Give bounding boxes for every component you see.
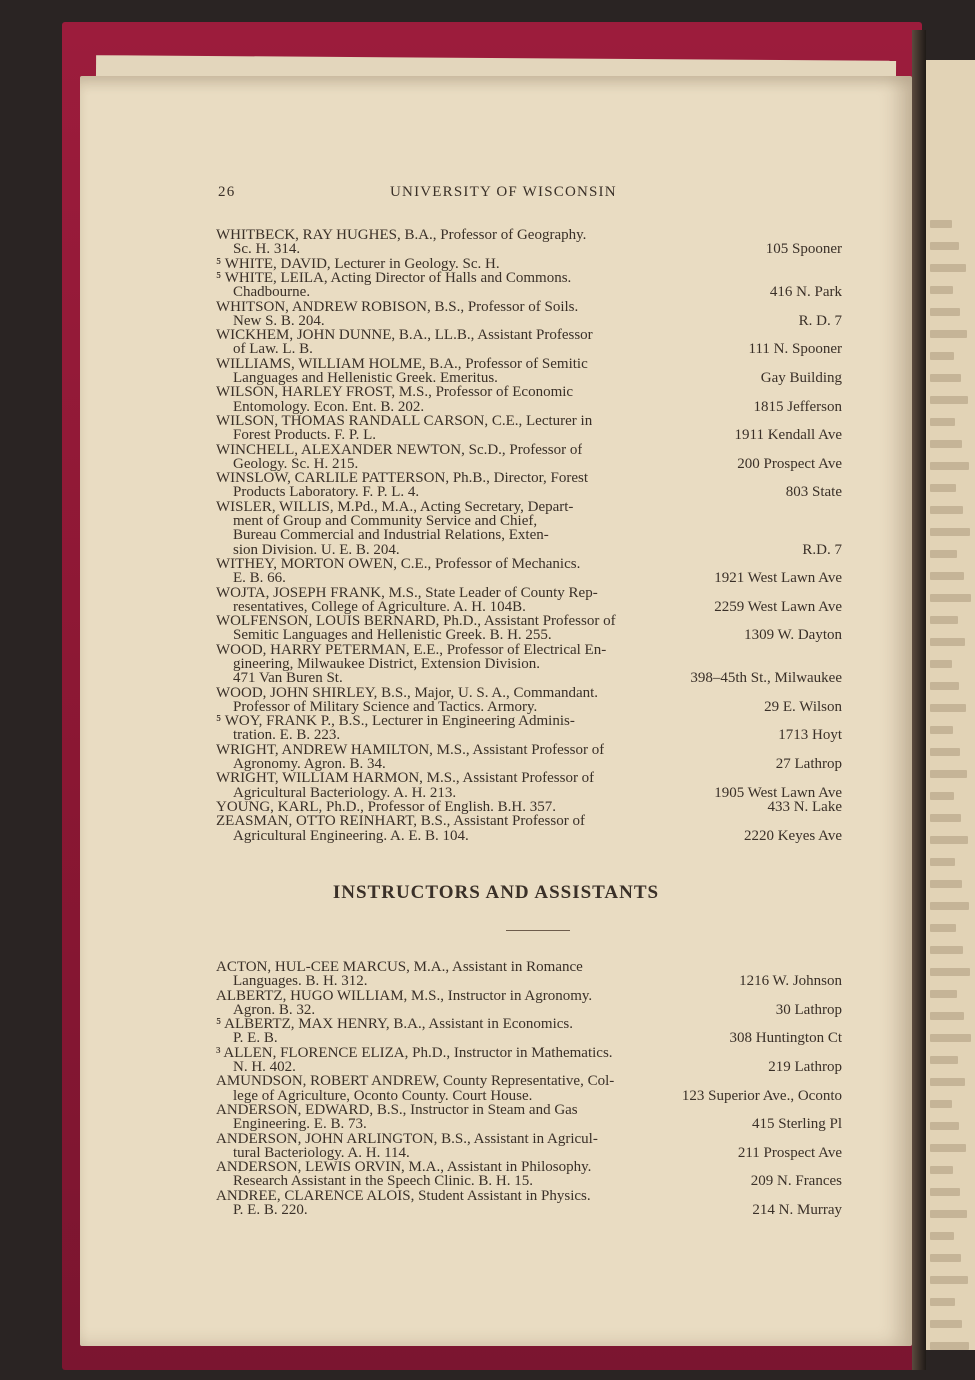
entry-line — [216, 428, 846, 442]
facing-page-text-mark — [930, 572, 964, 580]
facing-page-edge — [926, 60, 975, 1350]
facing-page-text-mark — [930, 440, 962, 448]
entry-text: WINCHELL, ALEXANDER NEWTON, Sc.D., Professor of — [216, 442, 583, 457]
entry-line — [216, 714, 846, 728]
entry-text: WOLFENSON, LOUIS BERNARD, Ph.D., Assistant Professor of — [216, 614, 616, 629]
entry-text: P. E. B. — [233, 1031, 278, 1046]
entry-text: ⁵ WHITE, LEILA, Acting Director of Halls and Commons. — [216, 270, 572, 286]
entry-address: 1905 West Lawn Ave — [714, 784, 842, 801]
entry-text: Agron. B. 32. — [233, 1002, 316, 1018]
entry-line — [216, 960, 846, 974]
entry-line — [216, 1074, 846, 1088]
facing-page-text-mark — [930, 968, 970, 976]
entry-line — [216, 814, 846, 828]
entry-line — [216, 1174, 846, 1188]
facing-page-text-mark — [930, 638, 965, 646]
entry-text: tration. E. B. 223. — [233, 728, 341, 743]
facing-page-text-mark — [930, 1188, 960, 1196]
directory-entry — [216, 385, 846, 414]
entry-text: WOOD, JOHN SHIRLEY, B.S., Major, U. S. A., Commandant. — [216, 685, 599, 700]
entry-line — [216, 643, 846, 657]
entry-text: ALBERTZ, HUGO WILLIAM, M.S., Instructor in Agronomy. — [216, 988, 593, 1003]
directory-entry — [216, 714, 846, 743]
entry-text: ANDREE, CLARENCE ALOIS, Student Assistant in Physics. — [216, 1188, 591, 1204]
entry-text: N. H. 402. — [233, 1060, 296, 1075]
entry-line — [216, 457, 846, 471]
entry-text: AMUNDSON, ROBERT ANDREW, County Representative, Col- — [216, 1074, 615, 1089]
directory-entry — [216, 228, 846, 257]
entry-line — [216, 771, 846, 785]
section-heading: INSTRUCTORS AND ASSISTANTS — [332, 882, 660, 903]
entry-text: Engineering. E. B. 73. — [233, 1117, 367, 1132]
entry-text: Semitic Languages and Hellenistic Greek. B. H. 255. — [233, 628, 552, 643]
facing-page-text-mark — [930, 264, 966, 272]
facing-page-text-mark — [930, 836, 968, 844]
directory-entry — [216, 500, 846, 557]
entry-line — [216, 357, 846, 371]
book-gutter — [912, 30, 926, 1370]
facing-page-text-mark — [930, 660, 952, 668]
entry-text: WHITSON, ANDREW ROBISON, B.S., Professor of Soils. — [216, 299, 579, 314]
entry-text: WRIGHT, ANDREW HAMILTON, M.S., Assistant Professor of — [216, 742, 605, 758]
facing-page-text-mark — [930, 704, 966, 712]
facing-page-text-mark — [930, 418, 955, 426]
section-divider — [506, 930, 570, 931]
directory-entry — [216, 643, 846, 686]
entry-line — [216, 242, 846, 256]
entry-line — [216, 1189, 846, 1203]
directory-entry — [216, 257, 846, 271]
entry-line — [216, 300, 846, 314]
entry-line — [216, 686, 846, 700]
entry-line — [216, 342, 846, 356]
entry-text: 471 Van Buren St. — [233, 671, 343, 686]
entry-address: 433 N. Lake — [767, 799, 842, 815]
directory-entry — [216, 557, 846, 586]
facing-page-text-mark — [930, 814, 961, 822]
entry-text: ⁵ ALBERTZ, MAX HENRY, B.A., Assistant in Economics. — [216, 1017, 573, 1032]
entry-text: ³ ALLEN, FLORENCE ELIZA, Ph.D., Instructor in Mathematics. — [216, 1045, 613, 1061]
entry-line — [216, 400, 846, 414]
directory-entry — [216, 1046, 846, 1075]
entry-line — [216, 657, 846, 671]
directory-entry — [216, 357, 846, 386]
entry-line — [216, 1031, 846, 1045]
entry-address: 123 Superior Ave., Oconto — [681, 1087, 842, 1104]
facing-page-text-mark — [930, 770, 967, 778]
directory-entry — [216, 271, 846, 300]
entry-line — [216, 700, 846, 714]
entry-text: WOOD, HARRY PETERMAN, E.E., Professor of Electrical En- — [216, 642, 607, 657]
facing-page-text-mark — [930, 1320, 962, 1328]
facing-page-text-mark — [930, 242, 959, 250]
entry-address: 30 Lathrop — [775, 1001, 842, 1018]
entry-line — [216, 1046, 846, 1060]
entry-text: sion Division. U. E. B. 204. — [233, 542, 400, 557]
facing-page-text-mark — [930, 594, 971, 602]
directory-entry — [216, 414, 846, 443]
directory-entry — [216, 1074, 846, 1103]
directory-entry — [216, 1160, 846, 1189]
entry-text: Languages and Hellenistic Greek. Emeritus. — [233, 370, 498, 386]
entry-text: lege of Agriculture, Oconto County. Court House. — [233, 1088, 533, 1103]
facing-page-text-mark — [930, 330, 967, 338]
facing-page-text-mark — [930, 924, 956, 932]
directory-entry — [216, 1189, 846, 1218]
facing-page-text-mark — [930, 308, 960, 316]
page-number: 26 — [218, 184, 236, 200]
entry-text: WRIGHT, WILLIAM HARMON, M.S., Assistant Professor of — [216, 771, 595, 786]
entry-line — [216, 371, 846, 385]
entry-address: 415 Sterling Pl — [751, 1116, 842, 1133]
entry-text: Agricultural Bacteriology. A. H. 213. — [233, 785, 457, 800]
entry-address: 111 N. Spooner — [748, 341, 842, 358]
entry-text: YOUNG, KARL, Ph.D., Professor of English. B.H. 357. — [216, 800, 556, 815]
entry-text: WICKHEM, JOHN DUNNE, B.A., LL.B., Assistant Professor — [216, 328, 593, 343]
entry-text: Geology. Sc. H. 215. — [233, 456, 359, 472]
entry-text: Languages. B. H. 312. — [233, 974, 368, 989]
facing-page-text-mark — [930, 352, 954, 360]
facing-page-text-mark — [930, 1078, 965, 1086]
entry-line — [216, 385, 846, 399]
entry-address: 2220 Keyes Ave — [743, 827, 842, 844]
facing-page-text-mark — [930, 1276, 968, 1284]
entry-address: 105 Spooner — [765, 241, 842, 258]
entry-text: Sc. H. 314. — [233, 242, 301, 257]
entry-line — [216, 557, 846, 571]
directory-entry — [216, 1132, 846, 1161]
facing-page-text-mark — [930, 726, 953, 734]
entry-line — [216, 514, 846, 528]
facing-page-text-mark — [930, 1100, 952, 1108]
directory-entry — [216, 989, 846, 1018]
facing-page-text-mark — [930, 1298, 955, 1306]
entry-address: 219 Lathrop — [768, 1059, 842, 1076]
directory-entry — [216, 686, 846, 715]
entry-text: Chadbourne. — [233, 285, 311, 300]
entry-text: WILLIAMS, WILLIAM HOLME, B.A., Professor of Semitic — [216, 356, 588, 371]
entry-address: 200 Prospect Ave — [737, 455, 842, 472]
facing-page-text-mark — [930, 616, 958, 624]
facing-page-text-mark — [930, 990, 957, 998]
facing-page-text-mark — [930, 1034, 971, 1042]
entry-line — [216, 1203, 846, 1217]
entry-address: 1911 Kendall Ave — [734, 427, 842, 444]
entry-address: R. D. 7 — [798, 312, 842, 329]
facing-page-text-mark — [930, 880, 962, 888]
entry-text: ANDERSON, JOHN ARLINGTON, B.S., Assistant in Agricul- — [216, 1131, 598, 1146]
entry-address: 803 State — [785, 484, 842, 501]
entry-line — [216, 1117, 846, 1131]
entry-line — [216, 757, 846, 771]
directory-entry — [216, 960, 846, 989]
entry-address: 1309 W. Dayton — [744, 627, 842, 644]
entry-line — [216, 1017, 846, 1031]
directory-entry — [216, 771, 846, 800]
facing-page-text-mark — [930, 220, 952, 228]
directory-entry — [216, 471, 846, 500]
entry-text: WOJTA, JOSEPH FRANK, M.S., State Leader of County Rep- — [216, 585, 598, 600]
directory-entry — [216, 1017, 846, 1046]
entry-line — [216, 228, 846, 242]
entry-line — [216, 285, 846, 299]
facing-page-text-mark — [930, 286, 953, 294]
entry-line — [216, 443, 846, 457]
entry-line — [216, 571, 846, 585]
entry-line — [216, 586, 846, 600]
entry-address: 214 N. Murray — [752, 1202, 842, 1219]
entry-line — [216, 485, 846, 499]
entry-line — [216, 1089, 846, 1103]
facing-page-text-mark — [930, 1232, 954, 1240]
facing-page-text-mark — [930, 462, 969, 470]
entry-line — [216, 1146, 846, 1160]
facing-page-text-mark — [930, 396, 968, 404]
entry-line — [216, 628, 846, 642]
entry-text: ACTON, HUL-CEE MARCUS, M.A., Assistant in Romance — [216, 960, 583, 975]
facing-page-text-mark — [930, 1166, 953, 1174]
entry-address: 308 Huntington Ct — [729, 1030, 842, 1047]
entry-text: Bureau Commercial and Industrial Relations, Exten- — [233, 528, 549, 543]
entry-text: P. E. B. 220. — [233, 1203, 308, 1218]
entry-address: 1815 Jefferson — [753, 398, 842, 415]
entry-text: Entomology. Econ. Ent. B. 202. — [233, 399, 425, 414]
entry-line — [216, 743, 846, 757]
entry-line — [216, 728, 846, 742]
facing-page-text-mark — [930, 374, 961, 382]
entry-line — [216, 800, 846, 814]
entry-text: ⁵ WHITE, DAVID, Lecturer in Geology. Sc. H. — [216, 256, 500, 271]
facing-page-text-mark — [930, 1144, 966, 1152]
entry-address: 1216 W. Johnson — [739, 973, 842, 990]
entry-line — [216, 257, 846, 271]
entry-text: WILSON, THOMAS RANDALL CARSON, C.E., Lecturer in — [216, 413, 593, 429]
entry-address: 27 Lathrop — [775, 756, 842, 773]
facing-page-text-mark — [930, 1210, 967, 1218]
facing-page-text-mark — [930, 528, 970, 536]
directory-entry — [216, 800, 846, 814]
entry-text: Agronomy. Agron. B. 34. — [233, 757, 386, 772]
entry-line — [216, 328, 846, 342]
entry-address: 1921 West Lawn Ave — [714, 570, 842, 587]
entry-line — [216, 528, 846, 542]
directory-entry — [216, 614, 846, 643]
directory-entry — [216, 814, 846, 843]
entry-text: tural Bacteriology. A. H. 114. — [233, 1145, 410, 1161]
entry-line — [216, 1132, 846, 1146]
entry-text: Forest Products. F. P. L. — [233, 428, 376, 443]
entry-line — [216, 500, 846, 514]
facing-page-text-mark — [930, 484, 956, 492]
entry-line — [216, 314, 846, 328]
directory-entry — [216, 443, 846, 472]
entry-text: Professor of Military Science and Tactics. Armory. — [233, 699, 538, 715]
entry-text: Products Laboratory. F. P. L. 4. — [233, 485, 420, 500]
entry-line — [216, 614, 846, 628]
entry-text: resentatives, College of Agriculture. A. H. 104B. — [233, 599, 526, 615]
entry-text: WILSON, HARLEY FROST, M.S., Professor of Economic — [216, 385, 574, 400]
facing-page-text-mark — [930, 748, 960, 756]
entry-line — [216, 786, 846, 800]
entry-line — [216, 1003, 846, 1017]
facing-page-text-mark — [930, 858, 955, 866]
directory-entry — [216, 586, 846, 615]
entry-address: Gay Building — [760, 369, 842, 386]
facing-page-text-mark — [930, 1012, 964, 1020]
entry-line — [216, 271, 846, 285]
directory-entry — [216, 743, 846, 772]
entry-address: 1713 Hoyt — [778, 727, 842, 744]
facing-page-text-mark — [930, 550, 957, 558]
directory-entry — [216, 300, 846, 329]
entry-address: 398–45th St., Milwaukee — [690, 670, 842, 687]
facing-page-text-mark — [930, 792, 954, 800]
entry-line — [216, 989, 846, 1003]
entry-line — [216, 1160, 846, 1174]
facing-page-text-mark — [930, 506, 963, 514]
entry-text: WISLER, WILLIS, M.Pd., M.A., Acting Secretary, Depart- — [216, 499, 574, 514]
entry-line — [216, 543, 846, 557]
entry-text: WINSLOW, CARLILE PATTERSON, Ph.B., Director, Forest — [216, 471, 589, 486]
entry-line — [216, 829, 846, 843]
running-title: UNIVERSITY OF WISCONSIN — [390, 184, 617, 200]
entry-line — [216, 974, 846, 988]
entry-address: 2259 West Lawn Ave — [714, 598, 842, 615]
entry-text: ⁵ WOY, FRANK P., B.S., Lecturer in Engineering Adminis- — [216, 714, 575, 729]
entry-text: ZEASMAN, OTTO REINHART, B.S., Assistant Professor of — [216, 814, 585, 829]
entry-address: 209 N. Frances — [750, 1173, 842, 1190]
facing-page-text-mark — [930, 946, 963, 954]
entry-address: 211 Prospect Ave — [737, 1144, 842, 1161]
facing-page-text-mark — [930, 682, 959, 690]
facing-page-text-mark — [930, 902, 969, 910]
directory-entry — [216, 1103, 846, 1132]
entry-text: WITHEY, MORTON OWEN, C.E., Professor of Mechanics. — [216, 556, 581, 572]
facing-page-text-mark — [930, 1254, 961, 1262]
entry-text: Research Assistant in the Speech Clinic. B. H. 15. — [233, 1174, 533, 1189]
entry-text: New S. B. 204. — [233, 313, 325, 329]
entry-text: ANDERSON, LEWIS ORVIN, M.A., Assistant in Philosophy. — [216, 1160, 592, 1175]
entry-text: ment of Group and Community Service and Chief, — [233, 513, 538, 529]
entry-text: Agricultural Engineering. A. E. B. 104. — [233, 828, 469, 843]
directory-entry — [216, 328, 846, 357]
facing-page-text-mark — [930, 1122, 959, 1130]
entry-address: 416 N. Park — [769, 284, 842, 301]
entry-line — [216, 671, 846, 685]
entry-text: ANDERSON, EDWARD, B.S., Instructor in Steam and Gas — [216, 1103, 578, 1118]
entry-text: E. B. 66. — [233, 571, 286, 586]
entry-text: WHITBECK, RAY HUGHES, B.A., Professor of Geography. — [216, 228, 587, 243]
entry-address: 29 E. Wilson — [764, 698, 842, 715]
entry-line — [216, 1103, 846, 1117]
entry-address: R.D. 7 — [802, 541, 842, 558]
entry-text: gineering, Milwaukee District, Extension Division. — [233, 656, 541, 672]
entry-text: of Law. L. B. — [233, 342, 313, 357]
facing-page-text-mark — [930, 1342, 969, 1350]
entry-line — [216, 1060, 846, 1074]
entry-line — [216, 600, 846, 614]
entry-line — [216, 414, 846, 428]
entry-line — [216, 471, 846, 485]
facing-page-text-mark — [930, 1056, 958, 1064]
